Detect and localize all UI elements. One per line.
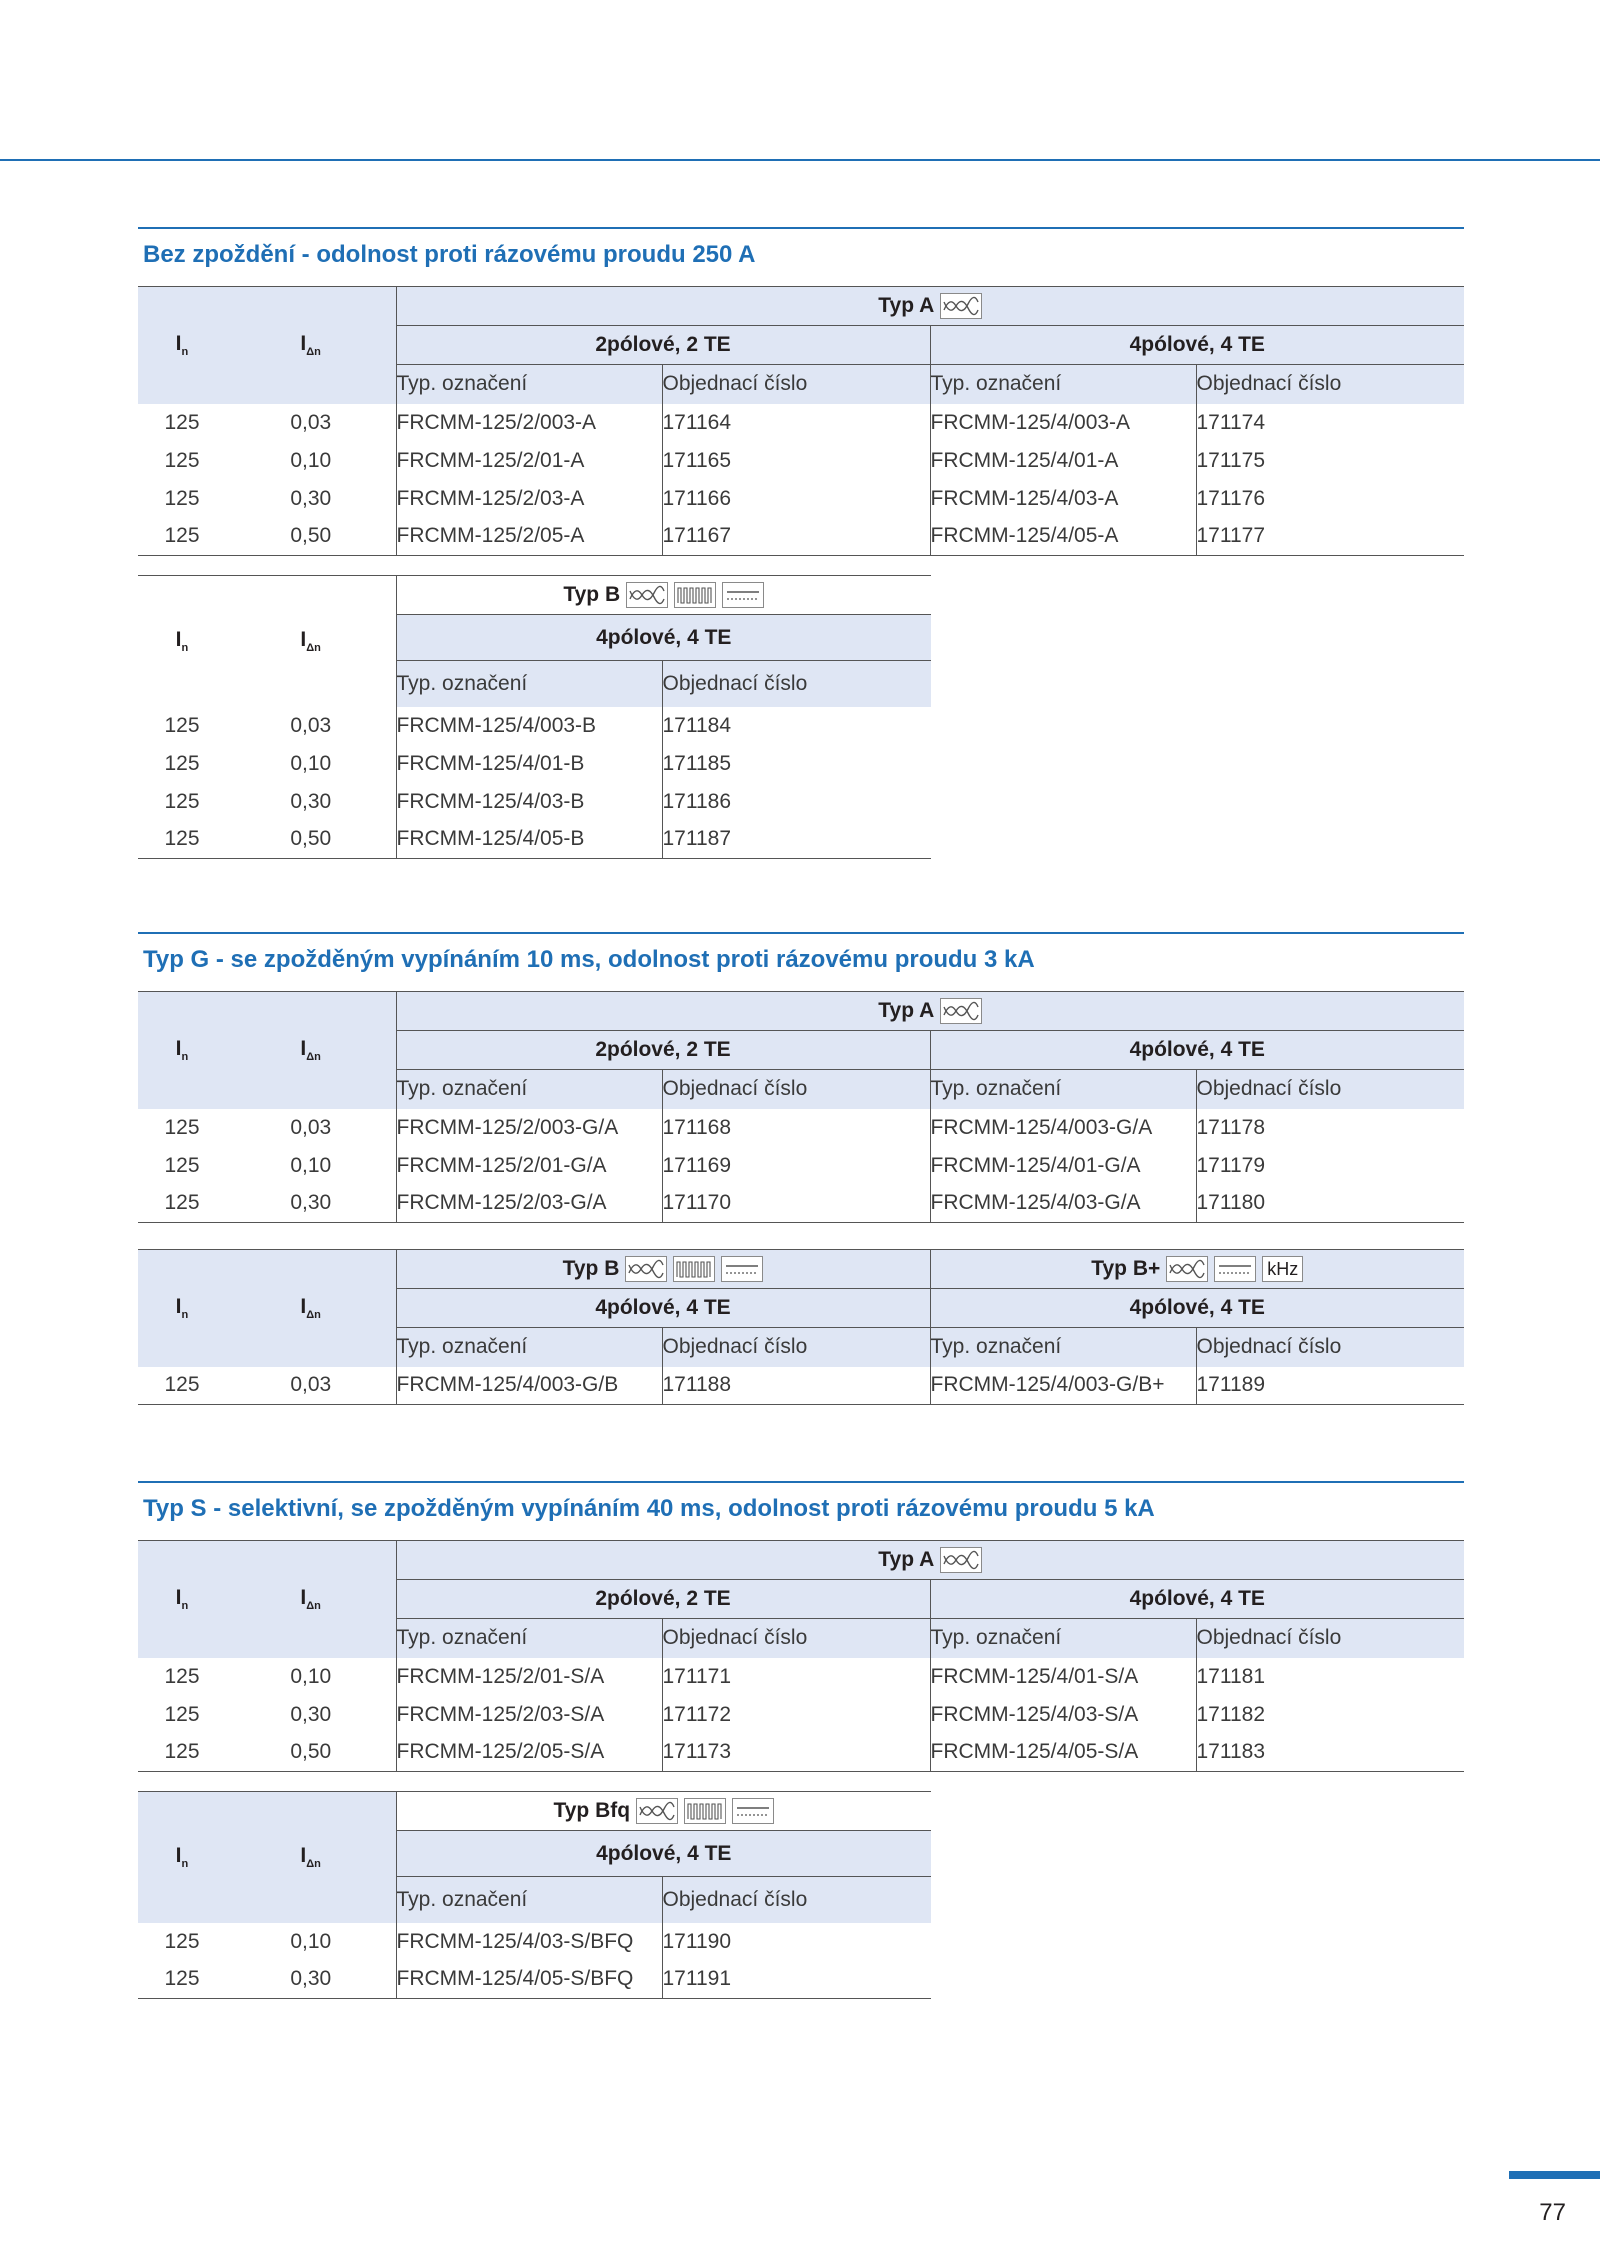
cell-type-code: FRCMM-125/2/03-S/A — [396, 1696, 662, 1734]
i-n-label: $I_n$ — [175, 628, 189, 655]
cell-order-number: 171168 — [662, 1109, 930, 1147]
section-title: Typ G - se zpožděným vypínáním 10 ms, odolnost proti rázovému proudu 3 kA — [143, 946, 1035, 973]
cell-order-number: 171189 — [1196, 1367, 1464, 1405]
dc-icon — [732, 1798, 774, 1824]
cell-order-number: 171179 — [1196, 1153, 1266, 1177]
cell-type-code: FRCMM-125/4/003-A — [930, 404, 1196, 442]
cell-idn: 0,30 — [226, 1696, 396, 1734]
cell-idn: 0,03 — [226, 1367, 396, 1405]
i-label-cell — [138, 287, 396, 404]
col-header-typ: Typ. označení — [930, 1070, 1196, 1109]
cell-idn: 0,10 — [226, 745, 396, 783]
cell-order-number: 171165 — [662, 442, 930, 480]
cell-in: 125 — [164, 410, 200, 434]
group-header: 4pólové, 4 TE — [930, 1031, 1464, 1070]
table-row — [138, 1734, 1464, 1772]
cell-type-code: FRCMM-125/4/03-S/A — [930, 1696, 1196, 1734]
cell-type-code: FRCMM-125/2/03-G/A — [396, 1185, 662, 1223]
cell-in: 125 — [164, 448, 200, 472]
type-header-b — [396, 1250, 930, 1289]
dc-icon — [721, 1256, 763, 1282]
i-n-label: $I_n$ — [175, 332, 189, 359]
cell-order-number: 171182 — [1196, 1702, 1266, 1726]
col-header-obj: Objednací číslo — [1196, 1328, 1464, 1367]
cell-in: 125 — [164, 1153, 200, 1177]
group-header: 4pólové, 4 TE — [396, 1289, 930, 1328]
cell-idn: 0,30 — [226, 480, 396, 518]
cell-order-number: 171186 — [662, 789, 732, 813]
cell-idn: 0,10 — [226, 1147, 396, 1185]
table-row — [138, 1185, 1464, 1223]
table-row — [138, 404, 1464, 442]
cell-type-code: FRCMM-125/2/01-A — [396, 442, 662, 480]
cell-in: 125 — [164, 486, 200, 510]
cell-idn: 0,03 — [226, 404, 396, 442]
cell-order-number: 171164 — [662, 404, 930, 442]
cell-type-code: FRCMM-125/2/003-A — [396, 404, 662, 442]
cell-type-code: FRCMM-125/4/003-G/B — [396, 1367, 662, 1405]
cell-type-code: FRCMM-125/4/003-G/A — [930, 1109, 1196, 1147]
table-row — [138, 1109, 1464, 1147]
i-delta-n-label: $I_{\Delta n}$ — [300, 628, 321, 655]
table-row — [138, 1961, 931, 1999]
cell-order-number: 171185 — [662, 751, 732, 775]
cell-order-number: 171174 — [1196, 410, 1266, 434]
type-label: Typ B — [562, 1257, 620, 1280]
table-row — [138, 1658, 1464, 1696]
col-header-obj: Objednací číslo — [662, 1328, 930, 1367]
cell-order-number: 171180 — [1196, 1185, 1464, 1223]
cell-type-code: FRCMM-125/4/05-B — [396, 821, 662, 859]
table-row — [138, 783, 931, 821]
col-header-obj: Objednací číslo — [662, 1070, 930, 1109]
table-row — [138, 745, 931, 783]
ac-wave-icon — [1166, 1256, 1208, 1282]
ac-wave-icon — [940, 998, 982, 1024]
cell-in: 125 — [138, 518, 226, 556]
cell-type-code: FRCMM-125/2/01-G/A — [396, 1147, 662, 1185]
type-header — [396, 576, 931, 615]
cell-idn: 0,10 — [226, 442, 396, 480]
type-header-bplus — [930, 1250, 1464, 1289]
type-label: Typ A — [878, 1548, 935, 1571]
type-header — [396, 1792, 931, 1831]
table-typ-b-bplus — [138, 1249, 1464, 1405]
type-label: Typ Bfq — [553, 1799, 631, 1822]
col-header-typ: Typ. označení — [396, 1877, 662, 1923]
section-rule — [138, 227, 1464, 229]
table-row — [138, 480, 1464, 518]
col-header-obj: Objednací číslo — [662, 1619, 930, 1658]
group-header: 2pólové, 2 TE — [396, 326, 930, 365]
cell-order-number: 171169 — [662, 1147, 930, 1185]
i-label-cell — [138, 576, 396, 707]
cell-order-number: 171188 — [662, 1367, 930, 1405]
table-typ-a — [138, 991, 1464, 1223]
col-header-typ: Typ. označení — [930, 1619, 1196, 1658]
group-header: 2pólové, 2 TE — [396, 1031, 930, 1070]
col-header-typ: Typ. označení — [396, 365, 662, 404]
type-label: Typ A — [878, 999, 935, 1022]
cell-order-number: 171171 — [662, 1658, 930, 1696]
cell-type-code: FRCMM-125/4/03-A — [930, 480, 1196, 518]
table-row — [138, 707, 931, 745]
page-number-bar — [1509, 2171, 1600, 2179]
section-typ-s — [138, 1481, 1464, 1999]
group-header: 4pólové, 4 TE — [930, 326, 1464, 365]
cell-in: 125 — [138, 1734, 226, 1772]
cell-order-number: 171176 — [1196, 486, 1266, 510]
cell-type-code: FRCMM-125/2/01-S/A — [396, 1658, 662, 1696]
cell-order-number: 171177 — [1196, 518, 1464, 556]
ac-wave-icon — [636, 1798, 678, 1824]
cell-idn: 0,03 — [226, 707, 396, 745]
cell-type-code: FRCMM-125/2/03-A — [396, 480, 662, 518]
table-row — [138, 518, 1464, 556]
col-header-obj: Objednací číslo — [1196, 1619, 1464, 1658]
khz-badge: kHz — [1262, 1256, 1303, 1282]
i-label-cell — [138, 992, 396, 1109]
col-header-typ: Typ. označení — [930, 1328, 1196, 1367]
cell-idn: 0,50 — [226, 518, 396, 556]
cell-order-number: 171184 — [662, 713, 732, 737]
cell-type-code: FRCMM-125/4/03-S/BFQ — [396, 1923, 662, 1961]
col-header-typ: Typ. označení — [930, 365, 1196, 404]
cell-order-number: 171170 — [662, 1185, 930, 1223]
type-header — [396, 992, 1464, 1031]
cell-type-code: FRCMM-125/4/03-G/A — [930, 1185, 1196, 1223]
type-label: Typ A — [878, 294, 935, 317]
cell-type-code: FRCMM-125/4/003-G/B+ — [930, 1367, 1196, 1405]
group-header: 4pólové, 4 TE — [396, 615, 931, 661]
cell-order-number: 171167 — [662, 518, 930, 556]
cell-in: 125 — [138, 1185, 226, 1223]
page-number: 77 — [1539, 2199, 1566, 2226]
cell-type-code: FRCMM-125/4/01-G/A — [930, 1147, 1196, 1185]
col-header-obj: Objednací číslo — [1196, 365, 1464, 404]
type-label: Typ B — [563, 583, 621, 606]
cell-type-code: FRCMM-125/4/03-B — [396, 783, 662, 821]
cell-idn: 0,30 — [226, 1185, 396, 1223]
cell-in: 125 — [164, 789, 200, 813]
cell-idn: 0,50 — [226, 821, 396, 859]
col-header-typ: Typ. označení — [396, 1328, 662, 1367]
ac-wave-icon — [625, 1256, 667, 1282]
type-label: Typ B+ — [1091, 1257, 1161, 1280]
table-typ-bfq — [138, 1791, 931, 1999]
cell-order-number: 171181 — [1196, 1664, 1266, 1688]
cell-idn: 0,10 — [226, 1923, 396, 1961]
cell-in: 125 — [164, 1702, 200, 1726]
cell-type-code: FRCMM-125/4/05-A — [930, 518, 1196, 556]
cell-order-number: 171190 — [662, 1929, 732, 1953]
i-n-label: $I_n$ — [175, 1586, 189, 1613]
cell-order-number: 171191 — [662, 1961, 931, 1999]
group-header: 4pólové, 4 TE — [396, 1831, 931, 1877]
top-rule — [0, 159, 1600, 161]
i-label-cell — [138, 1792, 396, 1923]
col-header-obj: Objednací číslo — [1196, 1070, 1464, 1109]
cell-type-code: FRCMM-125/2/05-A — [396, 518, 662, 556]
cell-type-code: FRCMM-125/4/05-S/A — [930, 1734, 1196, 1772]
col-header-obj: Objednací číslo — [662, 661, 931, 707]
col-header-typ: Typ. označení — [396, 1619, 662, 1658]
cell-in: 125 — [138, 821, 226, 859]
pulse-wave-icon — [674, 582, 716, 608]
cell-in: 125 — [138, 1961, 226, 1999]
cell-type-code: FRCMM-125/4/01-B — [396, 745, 662, 783]
cell-type-code: FRCMM-125/4/003-B — [396, 707, 662, 745]
section-title: Bez zpoždění - odolnost proti rázovému proudu 250 A — [143, 241, 756, 268]
col-header-obj: Objednací číslo — [662, 1877, 931, 1923]
cell-type-code: FRCMM-125/4/05-S/BFQ — [396, 1961, 662, 1999]
dc-icon — [722, 582, 764, 608]
cell-order-number: 171178 — [1196, 1115, 1266, 1139]
col-header-obj: Objednací číslo — [662, 365, 930, 404]
group-header: 2pólové, 2 TE — [396, 1580, 930, 1619]
dc-icon — [1214, 1256, 1256, 1282]
table-typ-b — [138, 575, 931, 859]
section-title: Typ S - selektivní, se zpožděným vypínáním 40 ms, odolnost proti rázovému proudu 5 kA — [143, 1495, 1155, 1522]
i-label-cell — [138, 1541, 396, 1658]
pulse-wave-icon — [684, 1798, 726, 1824]
i-delta-n-label: $I_{\Delta n}$ — [300, 1037, 321, 1064]
cell-order-number: 171175 — [1196, 448, 1266, 472]
cell-in: 125 — [138, 1367, 226, 1405]
group-header: 4pólové, 4 TE — [930, 1580, 1464, 1619]
i-n-label: $I_n$ — [175, 1295, 189, 1322]
i-delta-n-label: $I_{\Delta n}$ — [300, 332, 321, 359]
table-row — [138, 1696, 1464, 1734]
cell-in: 125 — [164, 713, 200, 737]
table-typ-a — [138, 286, 1464, 556]
section-rule — [138, 1481, 1464, 1483]
cell-type-code: FRCMM-125/4/01-S/A — [930, 1658, 1196, 1696]
table-row — [138, 442, 1464, 480]
type-header — [396, 1541, 1464, 1580]
table-row — [138, 821, 931, 859]
table-row — [138, 1147, 1464, 1185]
section-rule — [138, 932, 1464, 934]
cell-type-code: FRCMM-125/2/05-S/A — [396, 1734, 662, 1772]
cell-idn: 0,30 — [226, 1961, 396, 1999]
pulse-wave-icon — [673, 1256, 715, 1282]
i-delta-n-label: $I_{\Delta n}$ — [300, 1844, 321, 1871]
i-label-cell — [138, 1250, 396, 1367]
type-header — [396, 287, 1464, 326]
group-header: 4pólové, 4 TE — [930, 1289, 1464, 1328]
col-header-typ: Typ. označení — [396, 1070, 662, 1109]
cell-in: 125 — [164, 751, 200, 775]
cell-order-number: 171187 — [662, 821, 931, 859]
cell-idn: 0,10 — [226, 1658, 396, 1696]
i-delta-n-label: $I_{\Delta n}$ — [300, 1586, 321, 1613]
cell-idn: 0,30 — [226, 783, 396, 821]
cell-in: 125 — [164, 1115, 200, 1139]
cell-order-number: 171166 — [662, 480, 930, 518]
table-typ-a — [138, 1540, 1464, 1772]
col-header-typ: Typ. označení — [396, 661, 662, 707]
section-no-delay — [138, 227, 1464, 859]
i-delta-n-label: $I_{\Delta n}$ — [300, 1295, 321, 1322]
ac-wave-icon — [626, 582, 668, 608]
cell-in: 125 — [164, 1664, 200, 1688]
cell-type-code: FRCMM-125/2/003-G/A — [396, 1109, 662, 1147]
cell-order-number: 171172 — [662, 1696, 930, 1734]
cell-type-code: FRCMM-125/4/01-A — [930, 442, 1196, 480]
i-n-label: $I_n$ — [175, 1844, 189, 1871]
cell-in: 125 — [164, 1929, 200, 1953]
cell-idn: 0,50 — [226, 1734, 396, 1772]
ac-wave-icon — [940, 1547, 982, 1573]
table-row — [138, 1367, 1464, 1405]
cell-order-number: 171183 — [1196, 1734, 1464, 1772]
i-n-label: $I_n$ — [175, 1037, 189, 1064]
cell-idn: 0,03 — [226, 1109, 396, 1147]
section-typ-g — [138, 932, 1464, 1405]
table-row — [138, 1923, 931, 1961]
cell-order-number: 171173 — [662, 1734, 930, 1772]
ac-wave-icon — [940, 293, 982, 319]
